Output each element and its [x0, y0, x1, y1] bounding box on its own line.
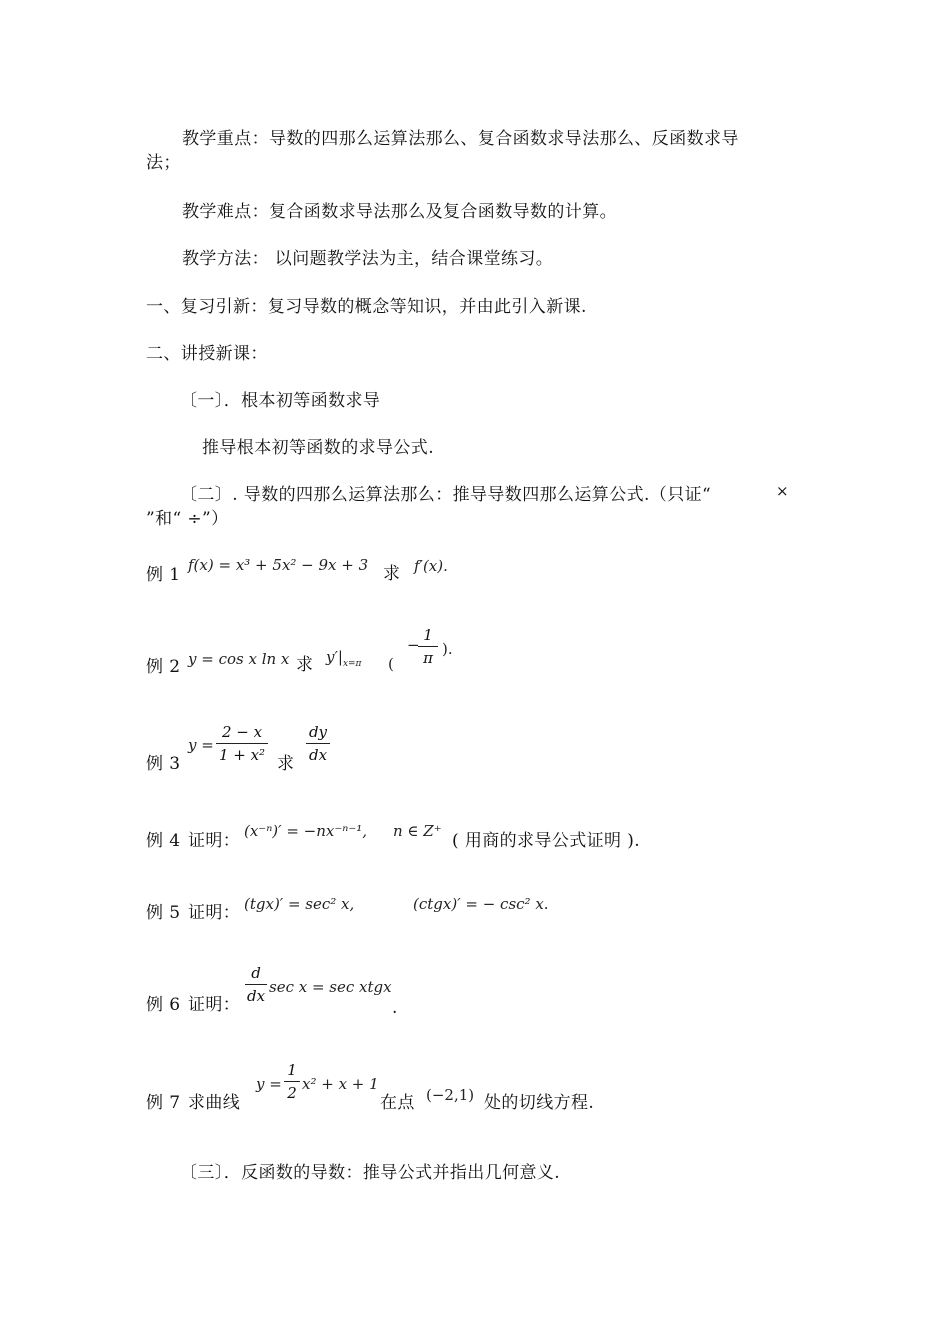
example-6-prove: 证明： [188, 995, 241, 1015]
example-6-period: . [392, 998, 398, 1018]
example-1-ask: 求 [383, 564, 401, 584]
example-2-result-fraction: 1 π [418, 626, 438, 667]
example-3-fraction: 2 − x 1 + x² [216, 723, 268, 764]
example-1-target: f′(x). [414, 557, 448, 575]
example-2-label: 例 2 [146, 657, 181, 677]
teaching-method: 教学方法： 以问题教学法为主，结合课堂练习。 [182, 249, 554, 269]
example-5-prove: 证明： [188, 903, 241, 923]
example-4-prove: 证明： [188, 831, 241, 851]
teaching-focus-line1: 教学重点：导数的四那么运算法那么、复合函数求导法那么、反函数求导 [182, 129, 739, 149]
teaching-focus-line2: 法； [146, 153, 181, 173]
example-7-text-tangent: 处的切线方程. [484, 1093, 595, 1113]
example-6-derivative: d dx [246, 964, 266, 1005]
example-7-text-curve: 求曲线 [188, 1093, 241, 1113]
subsection-2-title-cont: ”和“ ÷”） [146, 509, 229, 529]
section-review: 一、复习引新：复习导数的概念等知识，并由此引入新课. [146, 297, 587, 317]
example-5-formula-2: (ctgx)′ = − csc² x. [413, 895, 549, 913]
example-2-minus: − [407, 636, 420, 654]
example-7-label: 例 7 [146, 1093, 181, 1113]
example-3-label: 例 3 [146, 754, 181, 774]
subsection-1-title: 〔一〕．根本初等函数求导 [180, 391, 381, 411]
example-7-text-at-point: 在点 [380, 1093, 415, 1113]
example-3-ask: 求 [277, 754, 295, 774]
example-7-formula: x² + x + 1 [302, 1075, 379, 1093]
example-7-y: y = [256, 1075, 282, 1093]
section-new-lesson: 二、讲授新课： [146, 344, 268, 364]
example-5-formula-1: (tgx)′ = sec² x, [244, 895, 355, 913]
subsection-1-body: 推导根本初等函数的求导公式. [202, 438, 435, 458]
example-3-derivative: dy dx [306, 723, 330, 764]
example-4-condition: n ∈ Z⁺ [393, 822, 442, 840]
example-2-paren-close: ). [442, 640, 453, 658]
example-6-formula: sec x = sec xtgx [269, 978, 392, 996]
teaching-difficulty: 教学难点：复合函数求导法那么及复合函数导数的计算。 [182, 202, 617, 222]
example-4-note: ( 用商的求导公式证明 ). [452, 831, 641, 851]
example-7-point: (−2,1) [426, 1086, 475, 1104]
example-7-fraction: 1 2 [284, 1061, 300, 1102]
example-3-y: y = [188, 736, 214, 754]
example-1-formula: f(x) = x³ + 5x² − 9x + 3 [188, 556, 369, 574]
example-4-label: 例 4 [146, 831, 181, 851]
subsection-2-title: 〔二〕. 导数的四那么运算法那么：推导导数四那么运算公式.（只证“ [180, 485, 712, 505]
example-1-label: 例 1 [146, 565, 181, 585]
example-6-label: 例 6 [146, 995, 181, 1015]
example-2-formula: y = cos x ln x [188, 650, 290, 668]
example-4-formula: (x⁻ⁿ)′ = −nx⁻ⁿ⁻¹, [244, 822, 368, 840]
subsection-3-title: 〔三〕．反函数的导数：推导公式并指出几何意义. [180, 1163, 561, 1183]
example-2-target: $y'|_{x=\pi}$ [326, 648, 362, 669]
example-2-paren-open: ( [388, 655, 394, 673]
example-2-ask: 求 [296, 655, 314, 675]
multiply-symbol: × [776, 482, 789, 500]
example-5-label: 例 5 [146, 903, 181, 923]
